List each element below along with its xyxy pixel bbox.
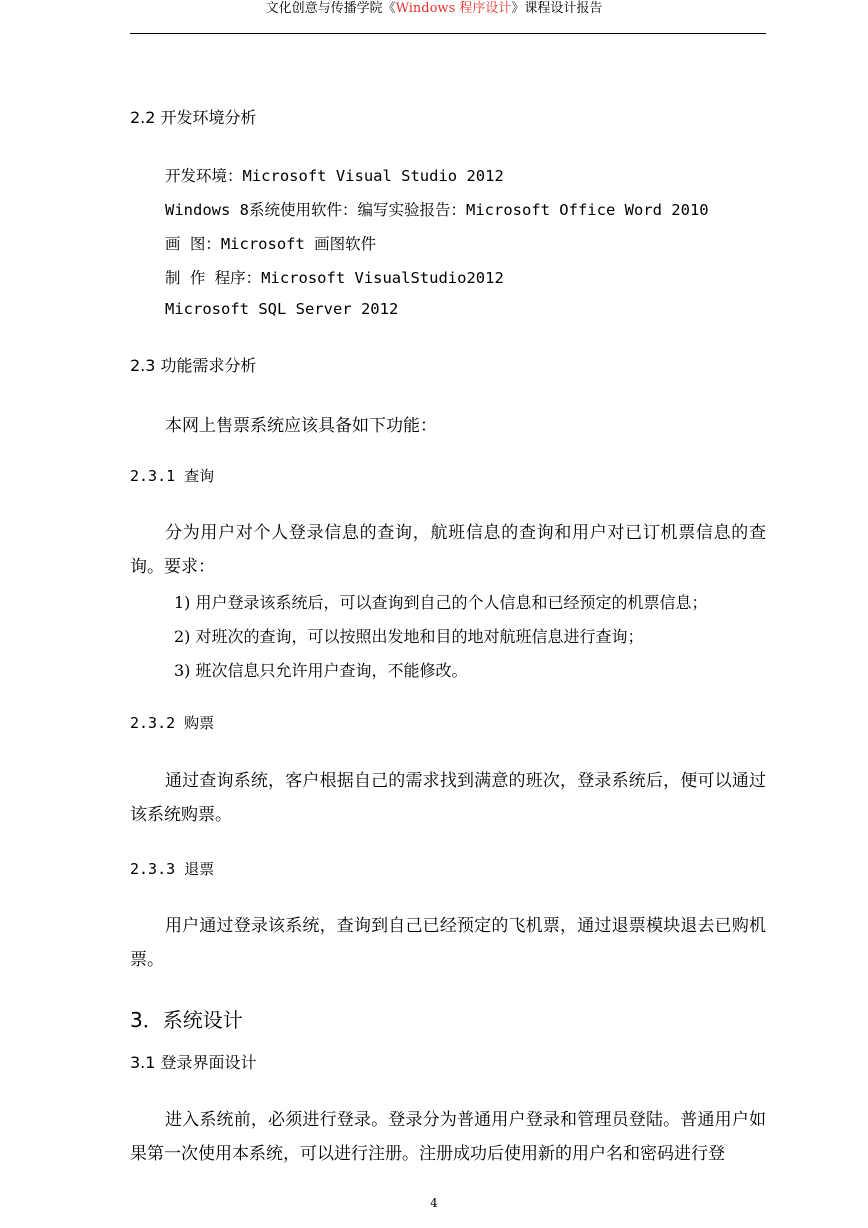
header-course-name: Windows 程序设计 bbox=[395, 1, 512, 16]
header-prefix: 文化创意与传播学院《 bbox=[265, 1, 396, 16]
section-2-3-heading: 2.3 功能需求分析 bbox=[130, 356, 257, 375]
section-3-heading: 3．系统设计 bbox=[130, 1008, 243, 1032]
list-item: 3) 班次信息只允许用户查询，不能修改。 bbox=[174, 661, 468, 680]
section-2-3-intro: 本网上售票系统应该具备如下功能： bbox=[165, 416, 437, 436]
header-rule bbox=[130, 33, 766, 34]
section-2-3-3-paragraph: 用户通过登录该系统，查询到自己已经预定的飞机票，通过退票模块退去已购机票。 bbox=[130, 916, 766, 970]
list-item: 2) 对班次的查询，可以按照出发地和目的地对航班信息进行查询； bbox=[174, 627, 644, 646]
section-2-3-1-paragraph: 分为用户对个人登录信息的查询，航班信息的查询和用户对已订机票信息的查询。要求： bbox=[130, 523, 766, 577]
section-2-3-1-heading: 2.3.1 查询 bbox=[130, 467, 215, 485]
header-suffix: 》课程设计报告 bbox=[511, 1, 603, 16]
page-header bbox=[0, 0, 868, 18]
list-item: 1) 用户登录该系统后，可以查询到自己的个人信息和已经预定的机票信息； bbox=[174, 593, 708, 612]
section-2-3-2-heading: 2.3.2 购票 bbox=[130, 714, 215, 732]
env-line-5: Microsoft SQL Server 2012 bbox=[165, 300, 399, 318]
env-line-4: 制 作 程序：Microsoft VisualStudio2012 bbox=[165, 269, 504, 287]
section-2-3-3-heading: 2.3.3 退票 bbox=[130, 860, 215, 878]
section-3-1-paragraph: 进入系统前，必须进行登录。登录分为普通用户登录和管理员登陆。普通用户如果第一次使用本系统，可以进行注册。注册成功后使用新的用户名和密码进行登 bbox=[130, 1110, 766, 1164]
env-line-3: 画 图：Microsoft 画图软件 bbox=[165, 235, 377, 253]
section-2-3-2-paragraph: 通过查询系统，客户根据自己的需求找到满意的班次，登录系统后，便可以通过该系统购票。 bbox=[130, 771, 766, 825]
page-number: 4 bbox=[430, 1196, 438, 1210]
env-line-2: Windows 8系统使用软件：编写实验报告：Microsoft Office Word 2010 bbox=[165, 201, 709, 219]
section-2-2-heading: 2.2 开发环境分析 bbox=[130, 108, 257, 127]
env-line-1: 开发环境：Microsoft Visual Studio 2012 bbox=[165, 167, 504, 185]
section-3-1-heading: 3.1 登录界面设计 bbox=[130, 1053, 257, 1072]
